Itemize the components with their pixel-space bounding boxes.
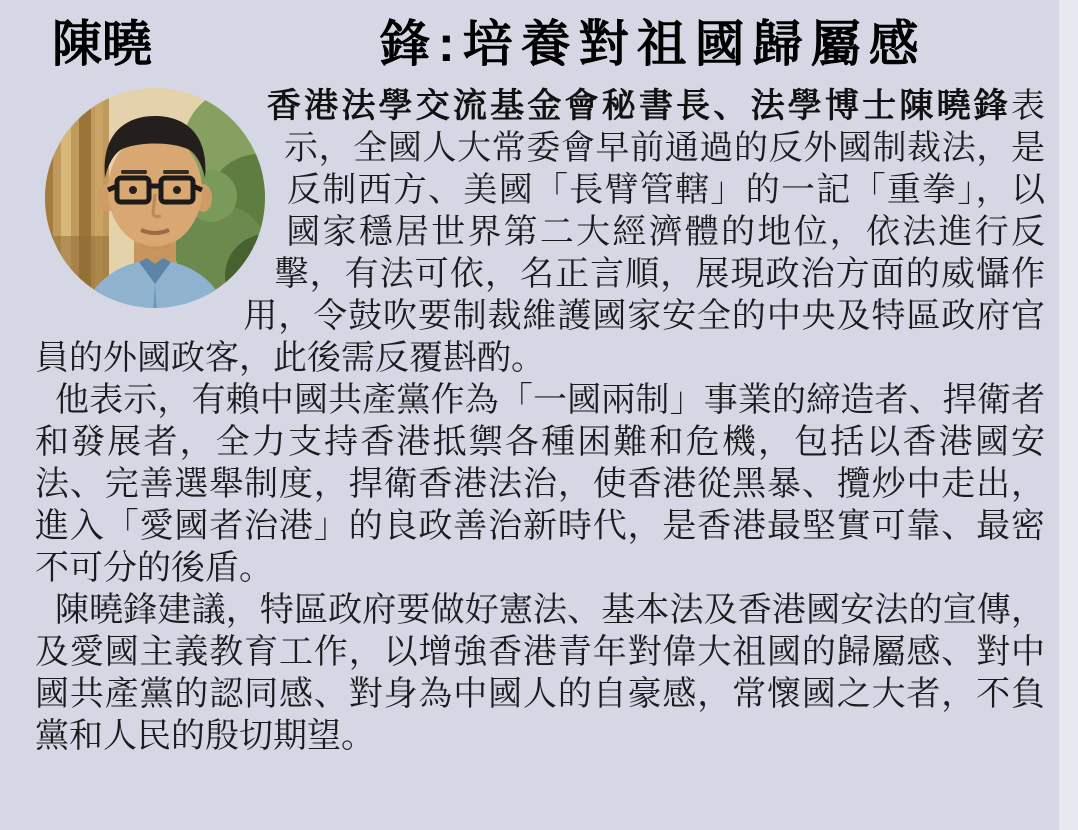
paragraph-2: 他表示，有賴中國共產黨作為「一國兩制」事業的締造者、捍衛者和發展者，全力支持香港抵禦各種困難和危機，包括以香港國安法、完善選舉制度，捍衛香港法治，使香港從黑暴、攬炒中走出，進入「愛國者治港」的良政善治新時代，是香港最堅實可靠、最密不可分的後盾。	[35, 382, 1045, 587]
portrait-photo	[35, 86, 275, 336]
portrait-photo-image	[35, 86, 275, 336]
article-headline	[52, 16, 1078, 72]
paragraph-1-lead: 香港法學交流基金會秘書長、法學博士陳曉鋒	[266, 88, 1011, 125]
paragraph-3: 陳曉鋒建議，特區政府要做好憲法、基本法及香港國安法的宣傳，及愛國主義教育工作，以增強香港青年對偉大祖國的歸屬感、對中國共產黨的認同感、對身為中國人的自豪感，常懷國之大者，不負黨和人民的殷切期望。	[35, 592, 1045, 755]
headline-part1: 陳曉	[52, 16, 152, 72]
headline-part2: 鋒:培養對祖國歸屬感	[380, 16, 927, 72]
paragraph-1-rest: 表示，全國人大常委會早前通過的反外國制裁法，是反制西方、美國「長臂管轄」的一記「重拳」，以國家穩居世界第二大經濟體的地位，依法進行反擊，有法可依，名正言順，展現政治方面的威懾作用，令鼓吹要制裁維護國家安全的中央及特區政府官員的外國政客，此後需反覆斟酌。	[35, 88, 1045, 377]
pillar-shape	[35, 86, 109, 336]
page-edge-strip	[1059, 0, 1078, 830]
face-shape	[108, 133, 202, 247]
article-body	[35, 86, 1045, 758]
